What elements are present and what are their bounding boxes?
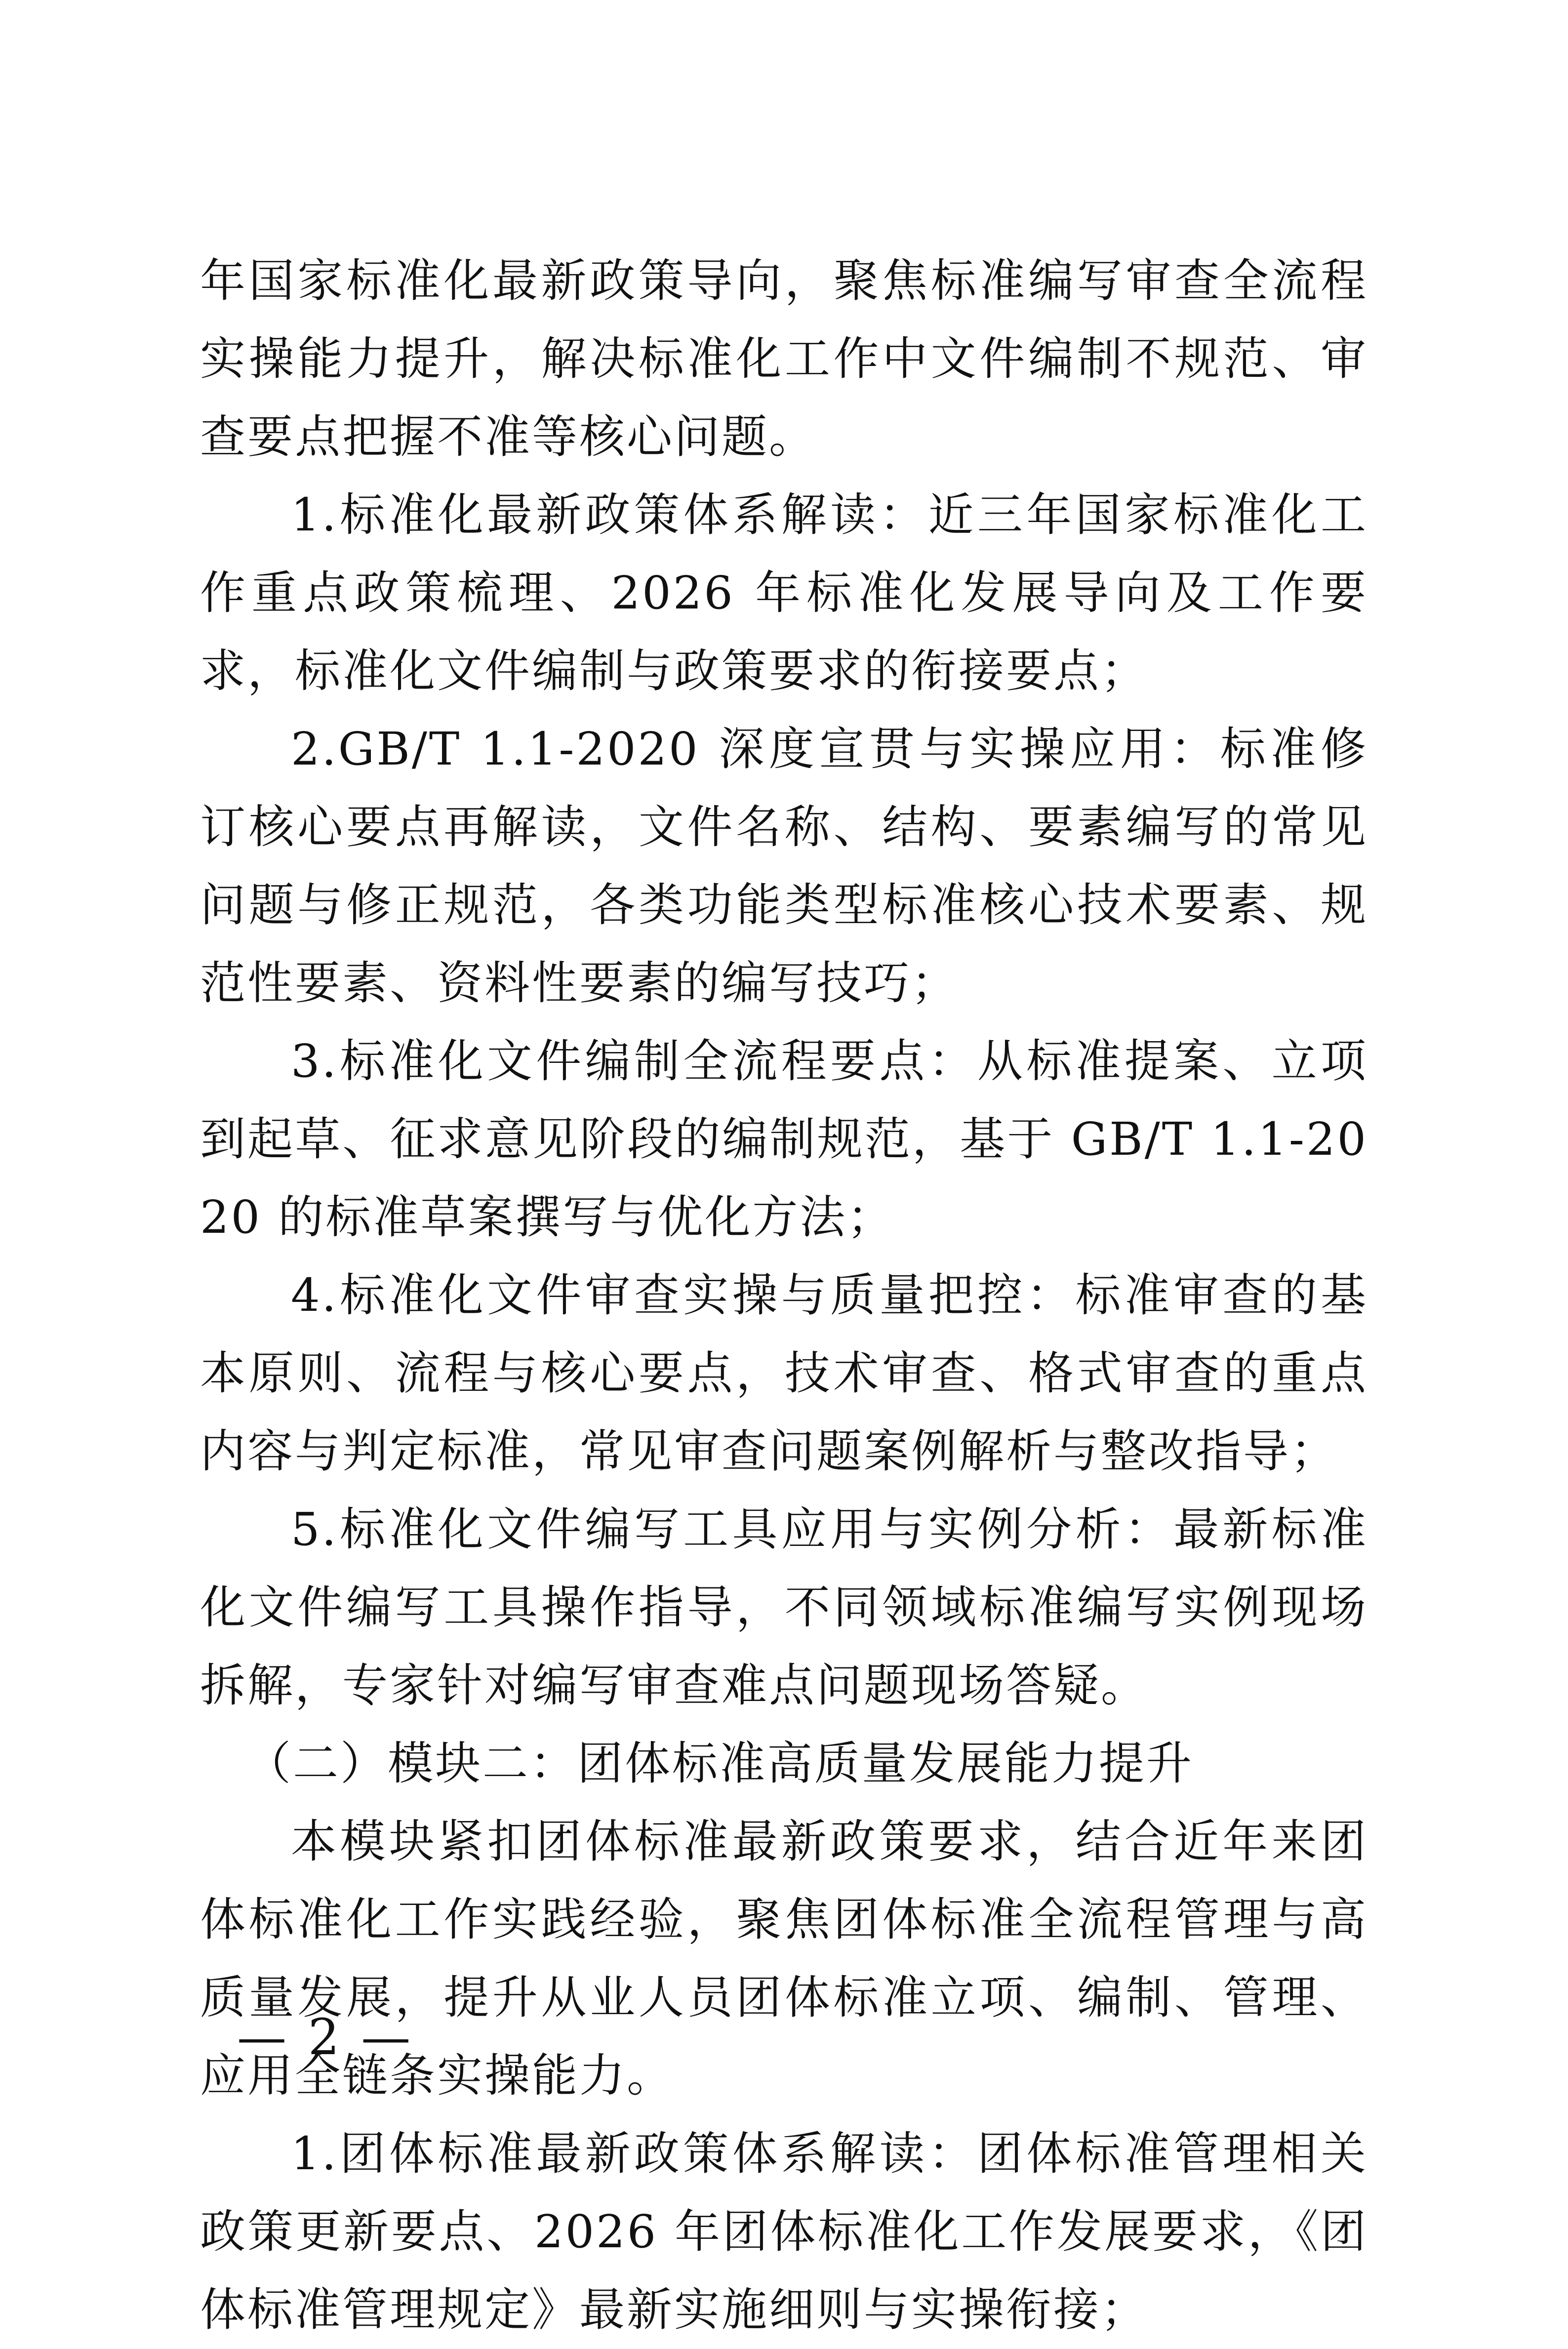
- paragraph-item-3-drafting: 3.标准化文件编制全流程要点：从标准提案、立项到起草、征求意见阶段的编制规范，基于 GB/T 1.1-2020 的标准草案撰写与优化方法；: [200, 1035, 1368, 1244]
- paragraph-module-2-item-1: 1.团体标准最新政策体系解读：团体标准管理相关政策更新要点、2026 年团体标准化工作发展要求，《团体标准管理规定》最新实施细则与实操衔接；: [200, 2127, 1368, 2336]
- paragraph-item-1-policy: 1.标准化最新政策体系解读：近三年国家标准化工作重点政策梳理、2026 年标准化发展导向及工作要求，标准化文件编制与政策要求的衔接要点；: [200, 488, 1368, 697]
- paragraph-item-5-tools: 5.标准化文件编写工具应用与实例分析：最新标准化文件编写工具操作指导，不同领域标准编写实例现场拆解，专家针对编写审查难点问题现场答疑。: [200, 1503, 1368, 1712]
- page-number: — 2 —: [237, 2008, 414, 2066]
- paragraph-continuation: 年国家标准化最新政策导向，聚焦标准编写审查全流程实操能力提升，解决标准化工作中文件编制不规范、审查要点把握不准等核心问题。: [200, 254, 1368, 463]
- paragraph-item-2-gbt: 2.GB/T 1.1-2020 深度宣贯与实操应用：标准修订核心要点再解读，文件名称、结构、要素编写的常见问题与修正规范，各类功能类型标准核心技术要素、规范性要素、资料性要素的编写技巧；: [200, 723, 1368, 1010]
- paragraph-module-2-intro: 本模块紧扣团体标准最新政策要求，结合近年来团体标准化工作实践经验，聚焦团体标准全流程管理与高质量发展，提升从业人员团体标准立项、编制、管理、应用全链条实操能力。: [200, 1815, 1368, 2102]
- paragraph-item-4-review: 4.标准化文件审查实操与质量把控：标准审查的基本原则、流程与核心要点，技术审查、格式审查的重点内容与判定标准，常见审查问题案例解析与整改指导；: [200, 1269, 1368, 1478]
- section-heading-module-2: （二）模块二：团体标准高质量发展能力提升: [245, 1737, 1194, 1790]
